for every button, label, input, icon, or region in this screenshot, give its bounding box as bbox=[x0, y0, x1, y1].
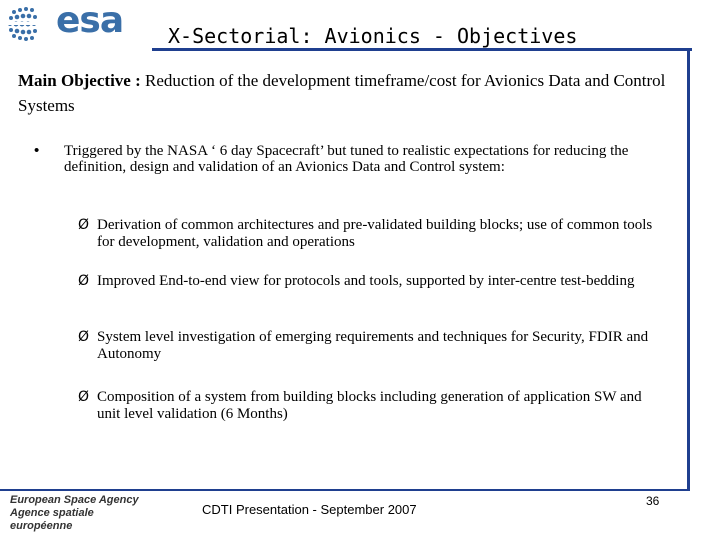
footer-caption: CDTI Presentation - September 2007 bbox=[202, 502, 417, 517]
agency-name-fr: Agence spatiale européenne bbox=[10, 507, 94, 532]
slide-title: X-Sectorial: Avionics - Objectives bbox=[168, 24, 578, 48]
page-number: 36 bbox=[646, 494, 660, 508]
arrow-bullet-icon: Ø bbox=[78, 389, 90, 405]
arrow-bullet-icon: Ø bbox=[78, 273, 90, 289]
sub-item-text: Improved End-to-end view for protocols and tools, supported by inter-centre test-bedding bbox=[97, 273, 635, 289]
arrow-bullet-icon: Ø bbox=[78, 329, 90, 345]
arrow-bullet-icon: Ø bbox=[78, 217, 90, 233]
title-divider bbox=[152, 48, 692, 51]
main-objective bbox=[18, 68, 678, 118]
bottom-divider bbox=[0, 489, 690, 491]
right-divider bbox=[687, 48, 690, 490]
main-objective-label: Main Objective : bbox=[18, 71, 141, 90]
esa-globe-icon bbox=[6, 4, 54, 46]
agency-name-en: European Space Agency bbox=[10, 494, 139, 506]
sub-item-text: System level investigation of emerging requirements and techniques for Security, FDIR and Autonomy bbox=[97, 329, 649, 362]
esa-logo bbox=[6, 0, 136, 46]
esa-logo-text: esa bbox=[56, 0, 124, 41]
agency-name bbox=[10, 494, 140, 532]
sub-item-text: Composition of a system from building blocks including generation of application SW and unit level validation (6 Months) bbox=[97, 389, 642, 422]
sub-item-text: Derivation of common architectures and pre-validated building blocks; use of common tools for development, validation and operations bbox=[97, 217, 653, 250]
main-objective-text: Reduction of the development timeframe/cost for Avionics Data and Control Systems bbox=[18, 71, 666, 115]
bullet-text: Triggered by the NASA ‘ 6 day Spacecraft’ but tuned to realistic expectations for reducing the definition, design and validation of an Avionics Data and Control system: bbox=[64, 143, 629, 175]
bullet-symbol: • bbox=[34, 142, 40, 159]
